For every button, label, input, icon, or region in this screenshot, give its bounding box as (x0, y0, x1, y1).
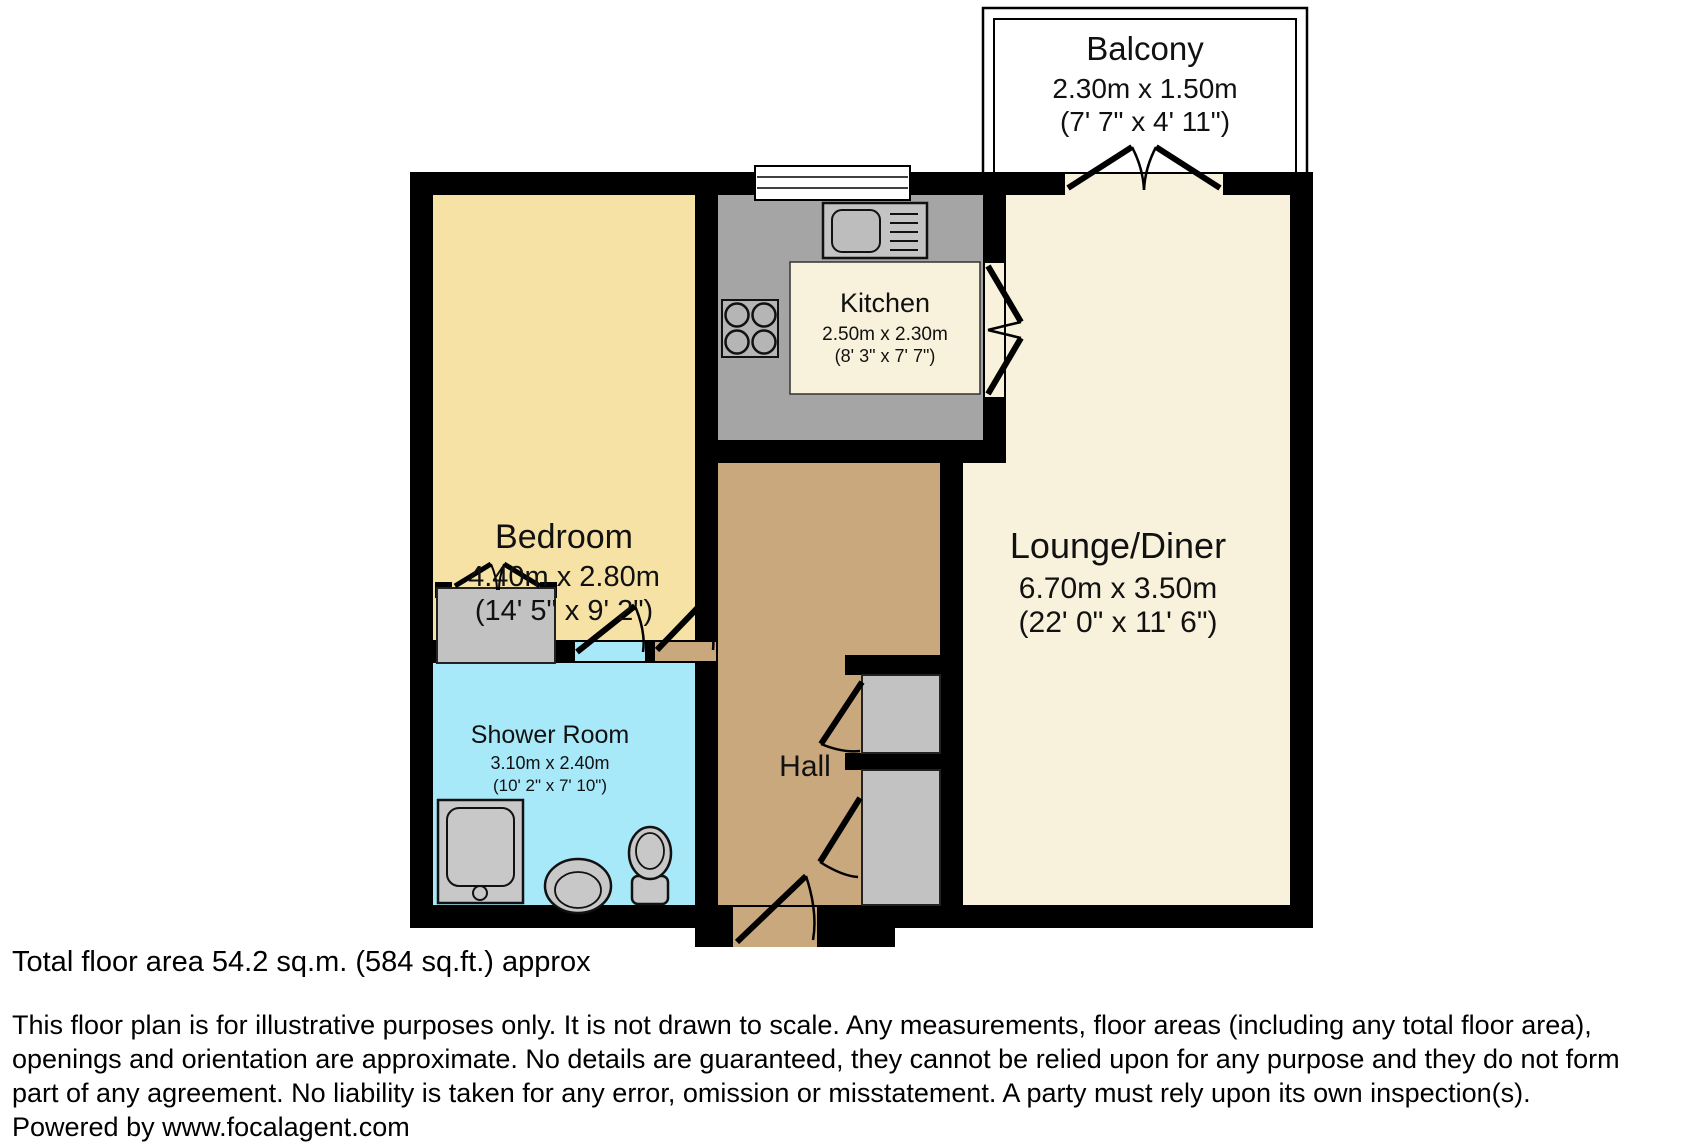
shower-dim-metric: 3.10m x 2.40m (490, 753, 610, 773)
balcony-dim-metric: 2.30m x 1.50m (1052, 73, 1238, 104)
disclaimer-line: Powered by www.focalagent.com (12, 1112, 410, 1142)
total-floor-area-text: Total floor area 54.2 sq.m. (584 sq.ft.) approx (12, 946, 591, 978)
disclaimer-line: openings and orientation are approximate. No details are guaranteed, they cannot be relied upon for any purpose and they do not form (12, 1044, 1620, 1074)
hall-cupboard-upper (862, 675, 940, 753)
hall-cupboard-lower (862, 770, 940, 905)
kitchen-label: Kitchen (839, 288, 931, 318)
kitchen-dim-metric: 2.50m x 2.30m (822, 324, 948, 345)
wall-cupboard-mid (845, 753, 940, 770)
bedroom-label: Bedroom (495, 518, 633, 556)
lounge-label: Lounge/Diner (1009, 525, 1227, 566)
lounge-dim-metric: 6.70m x 3.50m (1018, 572, 1218, 605)
disclaimer-text (12, 1008, 1620, 1144)
disclaimer-line: This floor plan is for illustrative purposes only. It is not drawn to scale. Any measurements, floor areas (including any total floor area), (12, 1010, 1592, 1040)
wall-bedroom-kitchen (695, 172, 718, 463)
kitchen-sink-bowl (832, 210, 880, 252)
disclaimer-line: part of any agreement. No liability is taken for any error, omission or misstatement. A party must rely upon its own inspection(s). (12, 1078, 1531, 1108)
entrance-door-opening (733, 907, 817, 947)
bedroom-dim-metric: 4.40m x 2.80m (468, 561, 660, 593)
balcony-label: Balcony (1086, 30, 1204, 67)
hall-label: Hall (779, 750, 831, 783)
kitchen-hob (722, 300, 778, 357)
bedroom-dim-imperial: (14' 5" x 9' 2") (474, 595, 654, 627)
shower-label: Shower Room (470, 721, 630, 749)
wall-kitchen-bottom (695, 440, 1006, 463)
wall-bedroom-hall (695, 463, 718, 640)
kitchen-dim-imperial: (8' 3" x 7' 7") (834, 346, 936, 366)
balcony-dim-imperial: (7' 7" x 4' 11") (1059, 106, 1231, 137)
wall-hall-lounge (940, 463, 963, 928)
wall-left (410, 172, 433, 928)
shower-tray (438, 800, 523, 903)
kitchen-window (755, 166, 910, 200)
wall-right (1290, 172, 1313, 928)
lounge-dim-imperial: (22' 0" x 11' 6") (1018, 606, 1218, 639)
wall-cupboard-top (845, 655, 940, 675)
shower-dim-imperial: (10' 2" x 7' 10") (492, 776, 608, 795)
wall-shower-hall (695, 663, 718, 928)
